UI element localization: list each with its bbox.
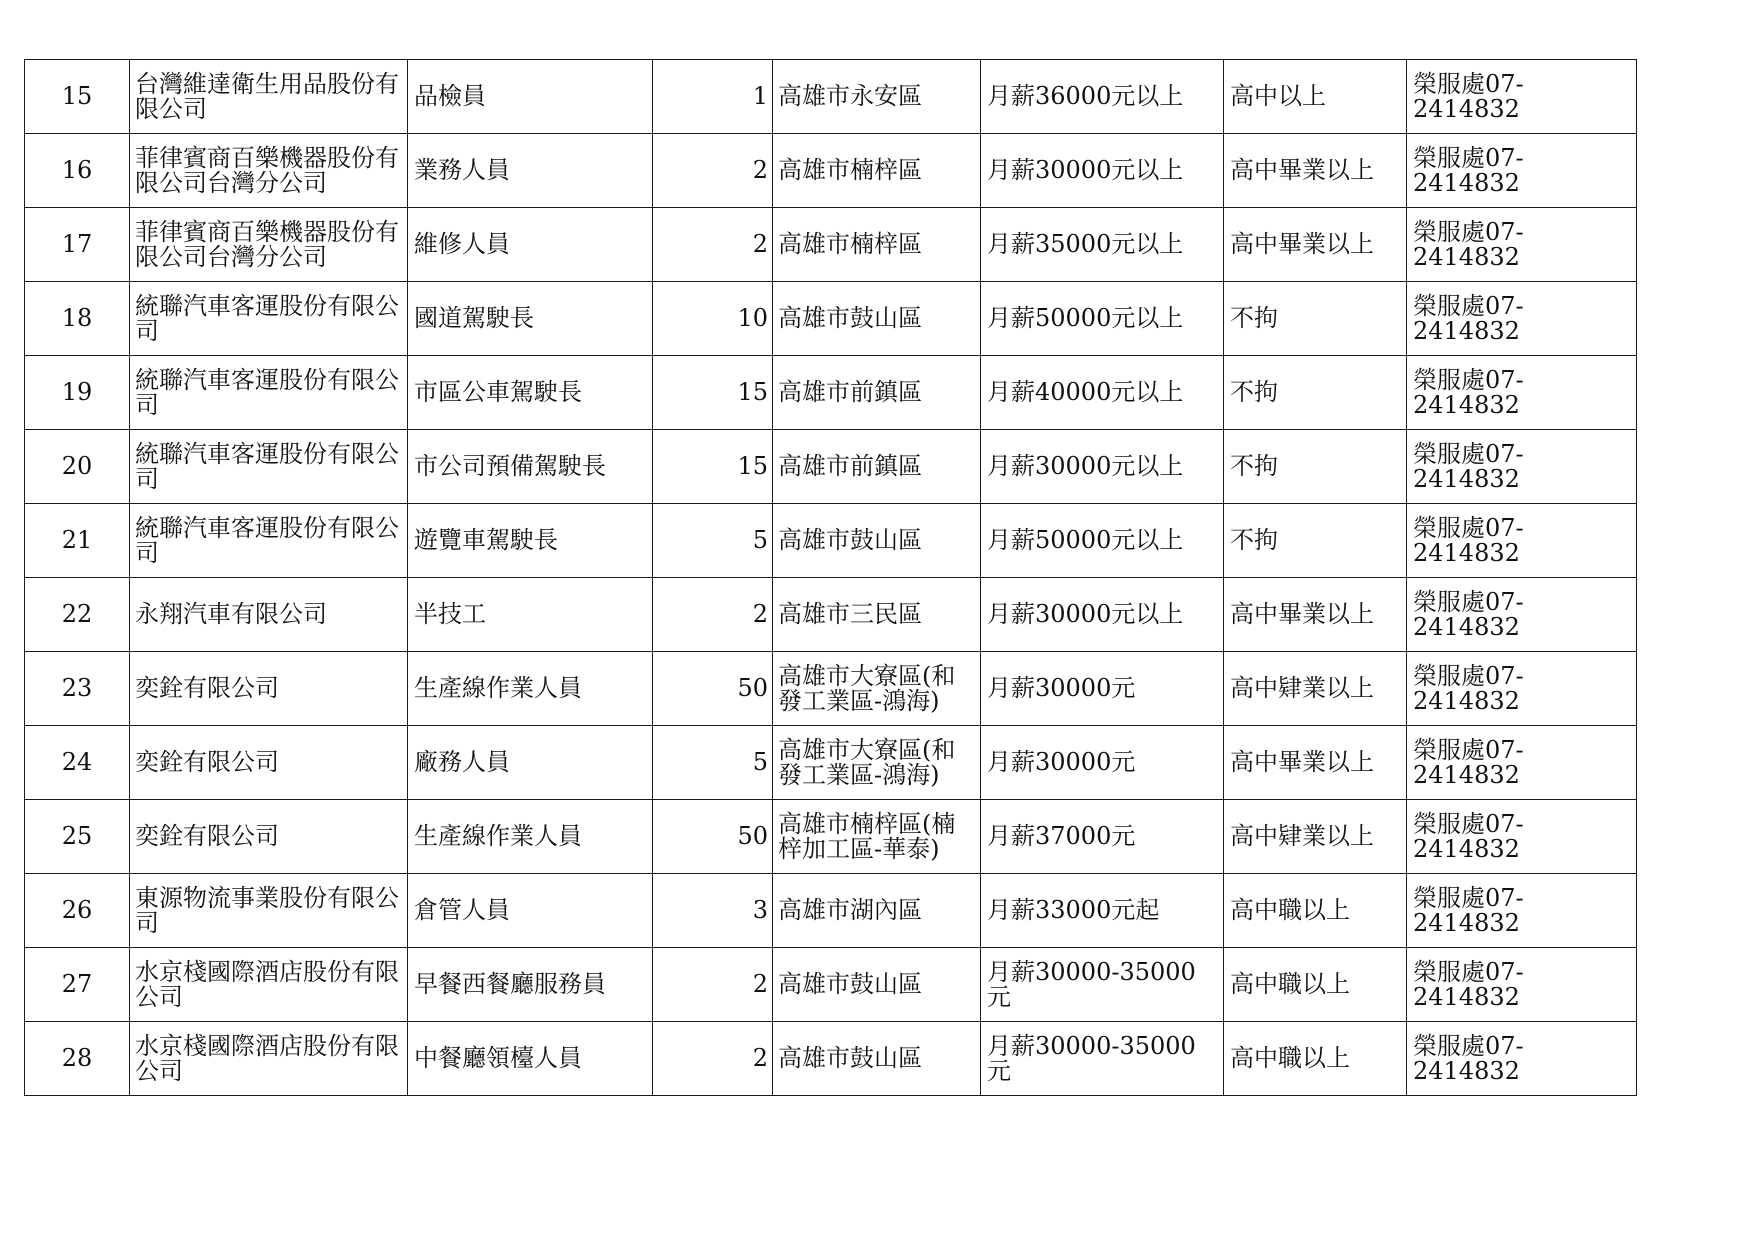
table-row bbox=[25, 430, 1637, 504]
location-cell: 高雄市楠梓區 bbox=[773, 134, 981, 208]
company-cell: 東源物流事業股份有限公司 bbox=[130, 874, 408, 948]
education-cell: 高中職以上 bbox=[1224, 1022, 1407, 1096]
row-number-cell: 18 bbox=[25, 282, 130, 356]
education-cell: 高中畢業以上 bbox=[1224, 134, 1407, 208]
salary-cell: 月薪50000元以上 bbox=[981, 504, 1224, 578]
headcount-cell: 2 bbox=[653, 1022, 773, 1096]
company-cell: 奕銓有限公司 bbox=[130, 800, 408, 874]
position-cell: 廠務人員 bbox=[408, 726, 653, 800]
table-body bbox=[25, 60, 1637, 1096]
row-number-cell: 25 bbox=[25, 800, 130, 874]
headcount-cell: 50 bbox=[653, 800, 773, 874]
salary-cell: 月薪33000元起 bbox=[981, 874, 1224, 948]
education-cell: 不拘 bbox=[1224, 356, 1407, 430]
position-cell: 業務人員 bbox=[408, 134, 653, 208]
row-number-cell: 19 bbox=[25, 356, 130, 430]
location-cell: 高雄市鼓山區 bbox=[773, 1022, 981, 1096]
headcount-cell: 50 bbox=[653, 652, 773, 726]
row-number-cell: 23 bbox=[25, 652, 130, 726]
salary-cell: 月薪30000元以上 bbox=[981, 578, 1224, 652]
company-cell: 奕銓有限公司 bbox=[130, 726, 408, 800]
row-number-cell: 15 bbox=[25, 60, 130, 134]
company-cell: 菲律賓商百樂機器股份有限公司台灣分公司 bbox=[130, 134, 408, 208]
row-number-cell: 24 bbox=[25, 726, 130, 800]
position-cell: 維修人員 bbox=[408, 208, 653, 282]
location-cell: 高雄市前鎮區 bbox=[773, 430, 981, 504]
location-cell: 高雄市三民區 bbox=[773, 578, 981, 652]
location-cell: 高雄市大寮區(和發工業區-鴻海) bbox=[773, 652, 981, 726]
contact-cell: 榮服處07-2414832 bbox=[1407, 430, 1637, 504]
salary-cell: 月薪35000元以上 bbox=[981, 208, 1224, 282]
education-cell: 高中畢業以上 bbox=[1224, 208, 1407, 282]
company-cell: 統聯汽車客運股份有限公司 bbox=[130, 504, 408, 578]
salary-cell: 月薪30000元 bbox=[981, 726, 1224, 800]
location-cell: 高雄市前鎮區 bbox=[773, 356, 981, 430]
salary-cell: 月薪36000元以上 bbox=[981, 60, 1224, 134]
headcount-cell: 1 bbox=[653, 60, 773, 134]
education-cell: 高中畢業以上 bbox=[1224, 578, 1407, 652]
salary-cell: 月薪50000元以上 bbox=[981, 282, 1224, 356]
table-row bbox=[25, 652, 1637, 726]
job-listings-table bbox=[24, 59, 1637, 1096]
contact-cell: 榮服處07-2414832 bbox=[1407, 356, 1637, 430]
row-number-cell: 28 bbox=[25, 1022, 130, 1096]
row-number-cell: 26 bbox=[25, 874, 130, 948]
headcount-cell: 10 bbox=[653, 282, 773, 356]
position-cell: 生產線作業人員 bbox=[408, 800, 653, 874]
table-row bbox=[25, 60, 1637, 134]
headcount-cell: 5 bbox=[653, 726, 773, 800]
contact-cell: 榮服處07-2414832 bbox=[1407, 60, 1637, 134]
position-cell: 遊覽車駕駛長 bbox=[408, 504, 653, 578]
contact-cell: 榮服處07-2414832 bbox=[1407, 948, 1637, 1022]
table-row bbox=[25, 282, 1637, 356]
headcount-cell: 15 bbox=[653, 356, 773, 430]
location-cell: 高雄市楠梓區(楠梓加工區-華泰) bbox=[773, 800, 981, 874]
education-cell: 不拘 bbox=[1224, 504, 1407, 578]
company-cell: 永翔汽車有限公司 bbox=[130, 578, 408, 652]
position-cell: 市公司預備駕駛長 bbox=[408, 430, 653, 504]
education-cell: 高中職以上 bbox=[1224, 948, 1407, 1022]
company-cell: 奕銓有限公司 bbox=[130, 652, 408, 726]
table-row bbox=[25, 208, 1637, 282]
position-cell: 中餐廳領檯人員 bbox=[408, 1022, 653, 1096]
education-cell: 高中肄業以上 bbox=[1224, 800, 1407, 874]
company-cell: 統聯汽車客運股份有限公司 bbox=[130, 282, 408, 356]
row-number-cell: 21 bbox=[25, 504, 130, 578]
table-row bbox=[25, 578, 1637, 652]
salary-cell: 月薪40000元以上 bbox=[981, 356, 1224, 430]
salary-cell: 月薪37000元 bbox=[981, 800, 1224, 874]
contact-cell: 榮服處07-2414832 bbox=[1407, 134, 1637, 208]
table-row bbox=[25, 356, 1637, 430]
row-number-cell: 17 bbox=[25, 208, 130, 282]
contact-cell: 榮服處07-2414832 bbox=[1407, 652, 1637, 726]
contact-cell: 榮服處07-2414832 bbox=[1407, 578, 1637, 652]
table-row bbox=[25, 948, 1637, 1022]
salary-cell: 月薪30000元以上 bbox=[981, 430, 1224, 504]
position-cell: 倉管人員 bbox=[408, 874, 653, 948]
headcount-cell: 2 bbox=[653, 948, 773, 1022]
contact-cell: 榮服處07-2414832 bbox=[1407, 208, 1637, 282]
headcount-cell: 2 bbox=[653, 208, 773, 282]
contact-cell: 榮服處07-2414832 bbox=[1407, 800, 1637, 874]
position-cell: 半技工 bbox=[408, 578, 653, 652]
company-cell: 統聯汽車客運股份有限公司 bbox=[130, 430, 408, 504]
contact-cell: 榮服處07-2414832 bbox=[1407, 874, 1637, 948]
education-cell: 不拘 bbox=[1224, 430, 1407, 504]
education-cell: 高中以上 bbox=[1224, 60, 1407, 134]
contact-cell: 榮服處07-2414832 bbox=[1407, 282, 1637, 356]
salary-cell: 月薪30000-35000元 bbox=[981, 948, 1224, 1022]
company-cell: 水京棧國際酒店股份有限公司 bbox=[130, 948, 408, 1022]
education-cell: 高中職以上 bbox=[1224, 874, 1407, 948]
row-number-cell: 27 bbox=[25, 948, 130, 1022]
location-cell: 高雄市大寮區(和發工業區-鴻海) bbox=[773, 726, 981, 800]
salary-cell: 月薪30000-35000元 bbox=[981, 1022, 1224, 1096]
company-cell: 菲律賓商百樂機器股份有限公司台灣分公司 bbox=[130, 208, 408, 282]
contact-cell: 榮服處07-2414832 bbox=[1407, 1022, 1637, 1096]
table-row bbox=[25, 800, 1637, 874]
location-cell: 高雄市鼓山區 bbox=[773, 504, 981, 578]
contact-cell: 榮服處07-2414832 bbox=[1407, 504, 1637, 578]
headcount-cell: 15 bbox=[653, 430, 773, 504]
position-cell: 生產線作業人員 bbox=[408, 652, 653, 726]
location-cell: 高雄市鼓山區 bbox=[773, 948, 981, 1022]
table-row bbox=[25, 726, 1637, 800]
company-cell: 統聯汽車客運股份有限公司 bbox=[130, 356, 408, 430]
company-cell: 台灣維達衛生用品股份有限公司 bbox=[130, 60, 408, 134]
education-cell: 不拘 bbox=[1224, 282, 1407, 356]
headcount-cell: 2 bbox=[653, 578, 773, 652]
position-cell: 早餐西餐廳服務員 bbox=[408, 948, 653, 1022]
education-cell: 高中畢業以上 bbox=[1224, 726, 1407, 800]
contact-cell: 榮服處07-2414832 bbox=[1407, 726, 1637, 800]
table-row bbox=[25, 134, 1637, 208]
location-cell: 高雄市鼓山區 bbox=[773, 282, 981, 356]
table-row bbox=[25, 1022, 1637, 1096]
headcount-cell: 5 bbox=[653, 504, 773, 578]
location-cell: 高雄市永安區 bbox=[773, 60, 981, 134]
salary-cell: 月薪30000元以上 bbox=[981, 134, 1224, 208]
position-cell: 品檢員 bbox=[408, 60, 653, 134]
row-number-cell: 16 bbox=[25, 134, 130, 208]
headcount-cell: 2 bbox=[653, 134, 773, 208]
education-cell: 高中肄業以上 bbox=[1224, 652, 1407, 726]
location-cell: 高雄市楠梓區 bbox=[773, 208, 981, 282]
table-row bbox=[25, 504, 1637, 578]
salary-cell: 月薪30000元 bbox=[981, 652, 1224, 726]
table-row bbox=[25, 874, 1637, 948]
headcount-cell: 3 bbox=[653, 874, 773, 948]
row-number-cell: 20 bbox=[25, 430, 130, 504]
row-number-cell: 22 bbox=[25, 578, 130, 652]
position-cell: 國道駕駛長 bbox=[408, 282, 653, 356]
company-cell: 水京棧國際酒店股份有限公司 bbox=[130, 1022, 408, 1096]
position-cell: 市區公車駕駛長 bbox=[408, 356, 653, 430]
location-cell: 高雄市湖內區 bbox=[773, 874, 981, 948]
